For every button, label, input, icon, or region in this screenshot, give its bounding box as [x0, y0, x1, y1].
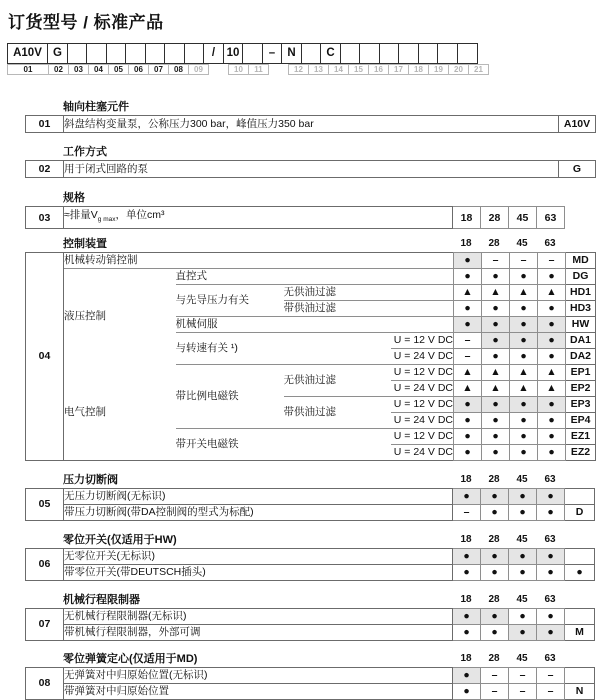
code-cell: D — [565, 505, 595, 521]
matrix-cell-dot: ● — [481, 565, 509, 581]
matrix-cell-dot: ● — [482, 429, 510, 445]
matrix-cell-dash: – — [538, 253, 566, 269]
voltage-label: U = 24 V DC — [391, 413, 454, 429]
section-heading-text: 零位弹簧定心(仅适用于MD) — [63, 653, 198, 666]
code-cell: DA2 — [566, 349, 596, 365]
row-label: 与先导压力有关 — [176, 285, 284, 317]
size-value: 18 — [453, 207, 481, 229]
matrix-cell-dot: ● — [510, 333, 538, 349]
position-number-03: 03 — [68, 64, 89, 75]
matrix-cell-dot: ● — [509, 609, 537, 625]
size-header-row — [452, 474, 564, 486]
position-number-09: 09 — [188, 64, 209, 75]
matrix-cell-tri: ▲ — [482, 285, 510, 301]
matrix-cell-dot: ● — [538, 429, 566, 445]
section-heading: 工作方式 — [63, 146, 107, 158]
section-06-table — [25, 548, 595, 581]
row-label: 无供油过滤 — [284, 285, 454, 301]
matrix-cell-dot: ● — [510, 349, 538, 365]
matrix-cell-dash: – — [510, 253, 538, 269]
position-number-16: 16 — [368, 64, 389, 75]
size-header: 63 — [544, 474, 556, 486]
matrix-cell-dot: ● — [453, 684, 481, 700]
size-header: 63 — [544, 594, 556, 606]
matrix-cell-tri: ▲ — [538, 285, 566, 301]
code-box-empty — [301, 43, 322, 64]
matrix-cell-dot: ● — [510, 397, 538, 413]
section-size — [25, 192, 600, 229]
code-box-G: G — [47, 43, 68, 64]
section-operating-mode — [25, 146, 600, 178]
code-cell — [565, 668, 595, 684]
row-label: 带供油过滤 — [284, 301, 454, 317]
matrix-cell-dot: ● — [454, 317, 482, 333]
size-header: 28 — [488, 594, 500, 606]
matrix-cell-tri: ▲ — [538, 365, 566, 381]
matrix-cell-dot: ● — [481, 489, 509, 505]
section-heading-text: 控制装置 — [63, 238, 107, 251]
position-number-12: 12 — [288, 64, 309, 75]
matrix-cell-dot: ● — [482, 333, 510, 349]
matrix-cell-dot: ● — [537, 505, 565, 521]
section-heading-text: 压力切断阀 — [63, 474, 118, 487]
matrix-cell-dot: ● — [538, 413, 566, 429]
section-03-table — [25, 206, 565, 229]
position-number-21: 21 — [468, 64, 489, 75]
row-label: 带供油过滤 — [284, 397, 391, 429]
code-cell: G — [559, 161, 596, 178]
section-heading: 轴向柱塞元件 — [63, 101, 129, 113]
section-04-table — [25, 252, 596, 461]
matrix-cell-dash: – — [509, 668, 537, 684]
section-05-table — [25, 488, 595, 521]
size-header-row — [452, 653, 564, 665]
size-header: 18 — [460, 653, 472, 665]
matrix-cell-dot: ● — [510, 413, 538, 429]
matrix-cell-dot: ● — [509, 489, 537, 505]
code-cell — [565, 609, 595, 625]
section-number: 06 — [26, 549, 64, 581]
code-box-C: C — [320, 43, 341, 64]
section-heading — [63, 534, 600, 547]
row-label: 机械伺服 — [176, 317, 454, 333]
matrix-cell-dot: ● — [510, 429, 538, 445]
voltage-label: U = 12 V DC — [391, 333, 454, 349]
matrix-cell-dot: ● — [454, 269, 482, 285]
matrix-cell-dot: ● — [454, 445, 482, 461]
row-label: 直控式 — [176, 269, 454, 285]
size-header: 28 — [488, 534, 500, 546]
row-label: 斜盘结构变量泵，公称压力300 bar，峰值压力350 bar — [64, 116, 559, 133]
code-cell: A10V — [559, 116, 596, 133]
matrix-cell-dash: – — [454, 349, 482, 365]
code-cell — [565, 489, 595, 505]
section-number: 07 — [26, 609, 64, 641]
matrix-cell-tri: ▲ — [510, 365, 538, 381]
row-label: 带弹簧对中归原始位置 — [64, 684, 453, 700]
code-box-empty — [106, 43, 127, 64]
section-control-device — [25, 238, 600, 461]
size-header-row — [452, 594, 564, 606]
matrix-cell-dot: ● — [537, 609, 565, 625]
matrix-cell-dot: ● — [482, 349, 510, 365]
position-gap — [208, 64, 229, 75]
row-label: 带机械行程限制器，外部可调 — [64, 625, 453, 641]
row-label: 无供油过滤 — [284, 365, 391, 397]
row-label: 无弹簧对中归原始位置(无标识) — [64, 668, 453, 684]
matrix-cell-dot: ● — [454, 413, 482, 429]
matrix-cell-dash: – — [481, 684, 509, 700]
row-label: 无压力切断阀(无标识) — [64, 489, 453, 505]
section-number: 03 — [26, 207, 64, 229]
size-header: 28 — [488, 653, 500, 665]
ordering-code-boxes — [8, 43, 600, 64]
code-box-empty — [145, 43, 166, 64]
position-number-10: 10 — [228, 64, 249, 75]
section-neutral-switch — [25, 534, 600, 581]
size-header: 63 — [544, 534, 556, 546]
size-header: 18 — [460, 474, 472, 486]
row-label — [64, 207, 453, 229]
size-header: 63 — [544, 238, 556, 250]
size-header: 45 — [516, 534, 528, 546]
position-number-05: 05 — [108, 64, 129, 75]
section-heading: 规格 — [63, 192, 85, 204]
position-number-20: 20 — [448, 64, 469, 75]
section-number: 04 — [26, 253, 64, 461]
size-header: 18 — [460, 594, 472, 606]
size-value: 63 — [537, 207, 565, 229]
code-box-empty — [242, 43, 263, 64]
code-box-empty — [457, 43, 478, 64]
ordering-position-numbers — [8, 64, 600, 75]
code-cell: EP3 — [566, 397, 596, 413]
matrix-cell-dot: ● — [453, 668, 481, 684]
matrix-cell-dot: ● — [510, 301, 538, 317]
code-cell: EZ2 — [566, 445, 596, 461]
row-label: 带零位开关(带DEUTSCH插头) — [64, 565, 453, 581]
matrix-cell-tri: ▲ — [482, 365, 510, 381]
matrix-cell-dot: ● — [454, 253, 482, 269]
matrix-cell-dot: ● — [453, 549, 481, 565]
matrix-cell-dot: ● — [537, 489, 565, 505]
row-label: 无零位开关(无标识) — [64, 549, 453, 565]
matrix-cell-dot: ● — [538, 301, 566, 317]
row-label: 电气控制 — [64, 405, 106, 418]
row-label: 用于闭式回路的泵 — [64, 161, 559, 178]
displacement-subscript: g max — [97, 216, 116, 224]
section-number: 08 — [26, 668, 64, 700]
row-label: 液压控制 — [64, 310, 106, 323]
matrix-cell-dash: – — [481, 668, 509, 684]
row-label: 与转速有关 ¹) — [176, 333, 391, 365]
row-label: 无机械行程限制器(无标识) — [64, 609, 453, 625]
code-box-10: 10 — [223, 43, 244, 64]
code-box-empty — [67, 43, 88, 64]
section-07-table — [25, 608, 595, 641]
matrix-cell-dot: ● — [537, 549, 565, 565]
matrix-cell-dot: ● — [482, 317, 510, 333]
matrix-cell-dot: ● — [453, 489, 481, 505]
matrix-cell-dash: – — [537, 684, 565, 700]
code-box-/: / — [203, 43, 224, 64]
code-box-empty — [437, 43, 458, 64]
section-heading — [63, 653, 600, 666]
position-number-15: 15 — [348, 64, 369, 75]
matrix-cell-tri: ▲ — [454, 381, 482, 397]
matrix-cell-tri: ▲ — [538, 381, 566, 397]
matrix-cell-dot: ● — [509, 505, 537, 521]
size-value: 45 — [509, 207, 537, 229]
matrix-cell-dot: ● — [453, 565, 481, 581]
position-number-11: 11 — [248, 64, 269, 75]
section-number: 02 — [26, 161, 64, 178]
section-axial-piston-unit — [25, 101, 600, 133]
row-label: 机械转动销控制 — [64, 253, 454, 269]
section-heading — [63, 474, 600, 487]
matrix-cell-tri: ▲ — [510, 285, 538, 301]
position-number-13: 13 — [308, 64, 329, 75]
size-header: 28 — [488, 238, 500, 250]
position-number-04: 04 — [88, 64, 109, 75]
size-value: 28 — [481, 207, 509, 229]
matrix-cell-dot: ● — [509, 549, 537, 565]
matrix-cell-tri: ▲ — [510, 381, 538, 397]
code-cell: HD1 — [566, 285, 596, 301]
code-box-empty — [379, 43, 400, 64]
code-cell: HW — [566, 317, 596, 333]
matrix-cell-dash: – — [454, 333, 482, 349]
matrix-cell-dot: ● — [537, 565, 565, 581]
matrix-cell-dot: ● — [538, 333, 566, 349]
matrix-cell-dot: ● — [481, 609, 509, 625]
matrix-cell-dash: – — [482, 253, 510, 269]
code-cell: HD3 — [566, 301, 596, 317]
position-number-07: 07 — [148, 64, 169, 75]
code-cell: EP2 — [566, 381, 596, 397]
code-box-A10V: A10V — [7, 43, 49, 64]
code-cell: DA1 — [566, 333, 596, 349]
position-gap — [268, 64, 289, 75]
matrix-cell-dot: ● — [481, 625, 509, 641]
section-heading-text: 机械行程限制器 — [63, 594, 140, 607]
section-02-table — [25, 160, 596, 178]
code-box-empty — [340, 43, 361, 64]
matrix-cell-dot: ● — [538, 445, 566, 461]
position-number-01: 01 — [7, 64, 49, 75]
matrix-cell-dash: – — [453, 505, 481, 521]
section-heading — [63, 594, 600, 607]
matrix-cell-dot: ● — [454, 397, 482, 413]
matrix-cell-dot: ● — [538, 317, 566, 333]
matrix-cell-tri: ▲ — [454, 365, 482, 381]
code-cell: MD — [566, 253, 596, 269]
matrix-cell-dot: ● — [509, 625, 537, 641]
matrix-cell-dot: ● — [509, 565, 537, 581]
voltage-label: U = 24 V DC — [391, 349, 454, 365]
section-number: 01 — [26, 116, 64, 133]
row-label: 带压力切断阀(带DA控制阀的型式为标配) — [64, 505, 453, 521]
displacement-label: ≈排量V — [64, 209, 98, 221]
matrix-cell-dot: ● — [482, 413, 510, 429]
position-number-17: 17 — [388, 64, 409, 75]
position-number-18: 18 — [408, 64, 429, 75]
matrix-cell-dot: ● — [538, 397, 566, 413]
row-label: 带开关电磁铁 — [175, 438, 239, 451]
matrix-cell-dash: – — [509, 684, 537, 700]
code-box-empty — [86, 43, 107, 64]
size-header: 45 — [516, 594, 528, 606]
matrix-cell-tri: ▲ — [454, 285, 482, 301]
section-heading-text: 零位开关(仅适用于HW) — [63, 534, 177, 547]
position-number-02: 02 — [48, 64, 69, 75]
matrix-cell-dot: ● — [510, 317, 538, 333]
displacement-unit: ，单位cm³ — [115, 209, 165, 221]
position-number-19: 19 — [428, 64, 449, 75]
position-number-06: 06 — [128, 64, 149, 75]
matrix-cell-dot: ● — [538, 349, 566, 365]
matrix-cell-dot: ● — [482, 397, 510, 413]
matrix-cell-dot: ● — [510, 445, 538, 461]
matrix-cell-dot: ● — [482, 301, 510, 317]
size-header: 63 — [544, 653, 556, 665]
size-header: 45 — [516, 653, 528, 665]
size-header: 28 — [488, 474, 500, 486]
section-stroke-limiter — [25, 594, 600, 641]
section-01-table — [25, 115, 596, 133]
matrix-cell-dot: ● — [482, 445, 510, 461]
voltage-label: U = 24 V DC — [391, 381, 454, 397]
code-cell: EZ1 — [566, 429, 596, 445]
code-box-empty — [184, 43, 205, 64]
matrix-cell-dot: ● — [453, 609, 481, 625]
matrix-cell-dot: ● — [481, 505, 509, 521]
code-box-empty — [359, 43, 380, 64]
code-cell: EP4 — [566, 413, 596, 429]
code-box-–: – — [262, 43, 283, 64]
section-number: 05 — [26, 489, 64, 521]
matrix-cell-dot: ● — [537, 625, 565, 641]
matrix-cell-dot: ● — [538, 269, 566, 285]
section-pressure-cutoff — [25, 474, 600, 521]
size-header: 18 — [460, 534, 472, 546]
row-label: 带比例电磁铁 — [176, 365, 284, 429]
page-title: 订货型号 / 标准产品 — [8, 13, 164, 32]
voltage-label: U = 12 V DC — [391, 397, 454, 413]
matrix-cell-dot: ● — [481, 549, 509, 565]
matrix-cell-dash: – — [537, 668, 565, 684]
code-cell: DG — [566, 269, 596, 285]
code-box-empty — [125, 43, 146, 64]
code-box-empty — [398, 43, 419, 64]
code-cell: N — [565, 684, 595, 700]
code-cell: EP1 — [566, 365, 596, 381]
section-neutral-spring — [25, 653, 600, 700]
section-heading — [63, 238, 600, 251]
code-cell — [565, 549, 595, 565]
section-08-table — [25, 667, 595, 700]
matrix-cell-dot: ● — [454, 429, 482, 445]
position-number-14: 14 — [328, 64, 349, 75]
matrix-cell-dot: ● — [482, 269, 510, 285]
code-cell: ● — [565, 565, 595, 581]
size-header-row — [452, 238, 564, 250]
code-box-empty — [418, 43, 439, 64]
code-cell: M — [565, 625, 595, 641]
size-header: 45 — [516, 474, 528, 486]
matrix-cell-dot: ● — [510, 269, 538, 285]
matrix-cell-dot: ● — [453, 625, 481, 641]
code-box-N: N — [281, 43, 302, 64]
size-header-row — [452, 534, 564, 546]
voltage-label: U = 24 V DC — [393, 446, 453, 459]
size-header: 45 — [516, 238, 528, 250]
position-number-08: 08 — [168, 64, 189, 75]
matrix-cell-tri: ▲ — [482, 381, 510, 397]
code-box-empty — [164, 43, 185, 64]
matrix-cell-dot: ● — [454, 301, 482, 317]
size-header: 18 — [460, 238, 472, 250]
voltage-label: U = 12 V DC — [391, 365, 454, 381]
voltage-label: U = 12 V DC — [391, 429, 454, 445]
